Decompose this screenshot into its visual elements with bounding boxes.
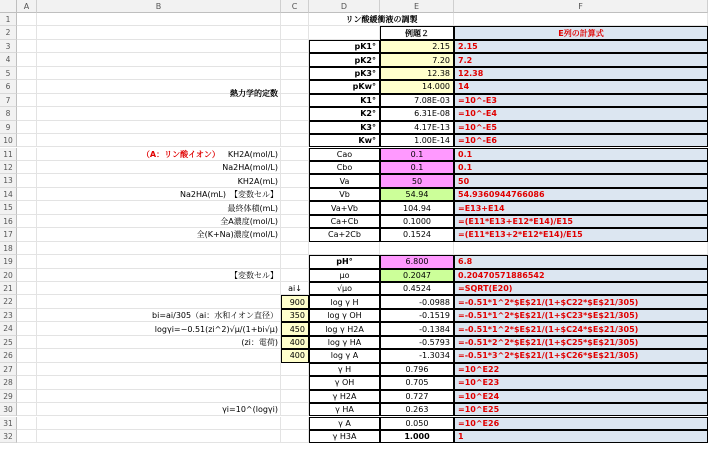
charge-note[interactable]: (zi：電荷)	[241, 338, 278, 348]
row-header-12[interactable]: 12	[0, 161, 17, 174]
log-gamma-label[interactable]: log γ A	[309, 349, 380, 362]
row-header-23[interactable]: 23	[0, 309, 17, 322]
gamma-label[interactable]: γ H2A	[309, 390, 380, 403]
grid-cell[interactable]	[281, 255, 309, 268]
grid-cell[interactable]	[17, 349, 37, 362]
grid-cell[interactable]	[281, 363, 309, 376]
row-header-20[interactable]: 20	[0, 269, 17, 282]
constant-value[interactable]: 6.31E-08	[380, 107, 454, 120]
grid-cell[interactable]	[17, 148, 37, 161]
grid-cell[interactable]	[17, 40, 37, 53]
column-header-d[interactable]: D	[309, 0, 380, 13]
grid-cell[interactable]	[37, 376, 281, 389]
grid-cell[interactable]	[281, 26, 309, 39]
solution-symbol[interactable]: Ca+Cb	[309, 215, 380, 228]
header-formula[interactable]: E列の計算式	[454, 26, 708, 39]
grid-cell[interactable]	[17, 363, 37, 376]
select-all-corner[interactable]	[0, 0, 17, 13]
grid-cell[interactable]	[17, 269, 37, 282]
grid-cell[interactable]	[281, 40, 309, 53]
constant-label[interactable]: K1°	[309, 94, 380, 107]
grid-cell[interactable]	[17, 322, 37, 335]
solution-value[interactable]: 0.1000	[380, 215, 454, 228]
thermo-constants-label[interactable]: 熱力学的定数	[230, 89, 278, 99]
log-gamma-formula[interactable]: =-0.51*1^2*$E$21/(1+$C22*$E$21/305)	[454, 295, 708, 308]
sqrt-mu-formula[interactable]: =SQRT(E20)	[454, 282, 708, 295]
log-gamma-formula[interactable]: =-0.51*1^2*$E$21/(1+$C23*$E$21/305)	[454, 309, 708, 322]
solution-symbol[interactable]: Cao	[309, 148, 380, 161]
ion-diameter-input[interactable]: 450	[281, 322, 309, 335]
solution-label[interactable]: 最終体積(mL)	[227, 203, 278, 213]
row-header-31[interactable]: 31	[0, 417, 17, 430]
grid-cell[interactable]	[281, 403, 309, 416]
row-header-3[interactable]: 3	[0, 40, 17, 53]
solution-symbol[interactable]: Cbo	[309, 161, 380, 174]
solution-value[interactable]: 0.1	[380, 161, 454, 174]
grid-cell[interactable]	[281, 376, 309, 389]
row-header-13[interactable]: 13	[0, 174, 17, 187]
grid-cell[interactable]	[37, 26, 281, 39]
grid-cell[interactable]	[281, 269, 309, 282]
log-gamma-label[interactable]: log γ H	[309, 295, 380, 308]
gamma-label[interactable]: γ OH	[309, 376, 380, 389]
row-header-15[interactable]: 15	[0, 201, 17, 214]
grid-cell[interactable]	[281, 242, 309, 255]
grid-cell[interactable]	[309, 242, 380, 255]
ph-value[interactable]: 6.800	[380, 255, 454, 268]
gamma-value[interactable]: 0.727	[380, 390, 454, 403]
grid-cell[interactable]	[17, 134, 37, 147]
row-header-24[interactable]: 24	[0, 322, 17, 335]
grid-cell[interactable]	[281, 161, 309, 174]
constant-label[interactable]: K2°	[309, 107, 380, 120]
grid-cell[interactable]	[37, 417, 281, 430]
row-header-16[interactable]: 16	[0, 215, 17, 228]
solution-formula[interactable]: =(E11*E13+E12*E14)/E15	[454, 215, 708, 228]
grid-cell[interactable]	[380, 242, 454, 255]
grid-cell[interactable]	[281, 201, 309, 214]
constant-label[interactable]: pK3°	[309, 67, 380, 80]
solution-formula[interactable]: =(E11*E13+2*E12*E14)/E15	[454, 228, 708, 241]
grid-cell[interactable]	[281, 228, 309, 241]
grid-cell[interactable]	[17, 390, 37, 403]
gamma-formula[interactable]: 1	[454, 430, 708, 443]
bi-note[interactable]: bi=ai/305（ai：水和イオン直径）	[152, 311, 278, 321]
ph-label[interactable]: pH°	[309, 255, 380, 268]
column-header-f[interactable]: F	[454, 0, 708, 13]
row-header-4[interactable]: 4	[0, 53, 17, 66]
solution-value[interactable]: 54.94	[380, 188, 454, 201]
grid-cell[interactable]	[17, 376, 37, 389]
grid-cell[interactable]	[281, 215, 309, 228]
solution-value[interactable]: 0.1	[380, 148, 454, 161]
grid-cell[interactable]	[17, 403, 37, 416]
ph-formula[interactable]: 6.8	[454, 255, 708, 268]
grid-cell[interactable]	[281, 148, 309, 161]
grid-cell[interactable]	[309, 26, 380, 39]
row-header-6[interactable]: 6	[0, 80, 17, 93]
sqrt-mu-label[interactable]: √μo	[309, 282, 380, 295]
grid-cell[interactable]	[454, 242, 708, 255]
column-header-b[interactable]: B	[37, 0, 281, 13]
grid-cell[interactable]	[17, 282, 37, 295]
grid-cell[interactable]	[17, 228, 37, 241]
gamma-value[interactable]: 0.263	[380, 403, 454, 416]
row-header-8[interactable]: 8	[0, 107, 17, 120]
column-header-c[interactable]: C	[281, 0, 309, 13]
log-gamma-value[interactable]: -0.0988	[380, 295, 454, 308]
row-header-21[interactable]: 21	[0, 282, 17, 295]
solution-formula[interactable]: 0.1	[454, 148, 708, 161]
column-header-a[interactable]: A	[17, 0, 37, 13]
grid-cell[interactable]	[17, 121, 37, 134]
grid-cell[interactable]	[17, 201, 37, 214]
row-header-25[interactable]: 25	[0, 336, 17, 349]
grid-cell[interactable]	[37, 255, 281, 268]
solution-symbol[interactable]: Vb	[309, 188, 380, 201]
grid-cell[interactable]	[281, 188, 309, 201]
header-example[interactable]: 例題２	[380, 26, 454, 39]
row-header-30[interactable]: 30	[0, 403, 17, 416]
grid-cell[interactable]	[37, 242, 281, 255]
constant-label[interactable]: pK2°	[309, 53, 380, 66]
ion-diameter-input[interactable]: 400	[281, 349, 309, 362]
gamma-value[interactable]: 0.796	[380, 363, 454, 376]
ion-diameter-input[interactable]: 400	[281, 336, 309, 349]
log-gamma-label[interactable]: log γ OH	[309, 309, 380, 322]
row-header-18[interactable]: 18	[0, 242, 17, 255]
constant-formula[interactable]: =10^-E4	[454, 107, 708, 120]
solution-symbol[interactable]: Va+Vb	[309, 201, 380, 214]
grid-cell[interactable]	[17, 161, 37, 174]
grid-cell[interactable]	[281, 134, 309, 147]
log-gamma-value[interactable]: -0.5793	[380, 336, 454, 349]
log-gamma-formula[interactable]: =-0.51*2^2*$E$21/(1+$C25*$E$21/305)	[454, 336, 708, 349]
constant-value[interactable]: 12.38	[380, 67, 454, 80]
constant-formula[interactable]: 12.38	[454, 67, 708, 80]
ion-diameter-input[interactable]: 350	[281, 309, 309, 322]
grid-cell[interactable]	[281, 107, 309, 120]
grid-cell[interactable]	[37, 13, 281, 26]
constant-formula[interactable]: 14	[454, 80, 708, 93]
row-header-19[interactable]: 19	[0, 255, 17, 268]
solution-label[interactable]: 全(K+Na)濃度(mol/L)	[196, 230, 278, 240]
grid-cell[interactable]	[454, 13, 708, 26]
grid-cell[interactable]	[37, 430, 281, 443]
constant-label[interactable]: pKw°	[309, 80, 380, 93]
log-gamma-label[interactable]: log γ HA	[309, 336, 380, 349]
solution-value[interactable]: 104.94	[380, 201, 454, 214]
grid-cell[interactable]	[17, 67, 37, 80]
gamma-value[interactable]: 1.000	[380, 430, 454, 443]
grid-cell[interactable]	[17, 13, 37, 26]
gamma-formula[interactable]: =10^E25	[454, 403, 708, 416]
grid-cell[interactable]	[17, 80, 37, 93]
constant-label[interactable]: pK1°	[309, 40, 380, 53]
gamma-value[interactable]: 0.050	[380, 417, 454, 430]
row-header-22[interactable]: 22	[0, 295, 17, 308]
row-header-29[interactable]: 29	[0, 390, 17, 403]
constant-formula[interactable]: =10^-E3	[454, 94, 708, 107]
grid-cell[interactable]	[281, 390, 309, 403]
row-header-5[interactable]: 5	[0, 67, 17, 80]
grid-cell[interactable]	[17, 336, 37, 349]
grid-cell[interactable]	[281, 417, 309, 430]
sheet-title[interactable]: リン酸緩衝液の調製	[345, 15, 418, 25]
grid-cell[interactable]	[37, 349, 281, 362]
grid-cell[interactable]	[37, 390, 281, 403]
phosphate-ion-label[interactable]	[37, 148, 281, 161]
kh2a-conc-label: KH2A(mol/L)	[219, 149, 278, 159]
grid-cell[interactable]	[17, 215, 37, 228]
grid-cell[interactable]	[17, 174, 37, 187]
grid-cell[interactable]	[281, 53, 309, 66]
row-header-17[interactable]: 17	[0, 228, 17, 241]
row-header-2[interactable]: 2	[0, 26, 17, 39]
solution-symbol[interactable]: Va	[309, 174, 380, 187]
gamma-formula[interactable]: =10^E26	[454, 417, 708, 430]
gamma-label[interactable]: γ H	[309, 363, 380, 376]
constant-formula[interactable]: 7.2	[454, 53, 708, 66]
ion-diameter-input[interactable]: 900	[281, 295, 309, 308]
grid-cell[interactable]	[281, 67, 309, 80]
row-header-10[interactable]: 10	[0, 134, 17, 147]
gamma-label[interactable]: γ H3A	[309, 430, 380, 443]
row-header-1[interactable]: 1	[0, 13, 17, 26]
grid-cell[interactable]	[17, 26, 37, 39]
log-gamma-formula[interactable]: =-0.51*1^2*$E$21/(1+$C24*$E$21/305)	[454, 322, 708, 335]
log-gamma-note[interactable]: logγi=−0.51(zi^2)√μ/(1+bi√μ)	[154, 324, 278, 334]
grid-cell[interactable]	[17, 255, 37, 268]
solution-formula[interactable]: 0.1	[454, 161, 708, 174]
log-gamma-label[interactable]: log γ H2A	[309, 322, 380, 335]
grid-cell[interactable]	[281, 174, 309, 187]
row-header-14[interactable]: 14	[0, 188, 17, 201]
constant-value[interactable]: 2.15	[380, 40, 454, 53]
grid-cell[interactable]	[281, 13, 309, 26]
gamma-label[interactable]: γ HA	[309, 403, 380, 416]
log-gamma-value[interactable]: -1.3034	[380, 349, 454, 362]
grid-cell[interactable]	[17, 417, 37, 430]
grid-cell[interactable]	[17, 430, 37, 443]
solution-symbol[interactable]: Ca+2Cb	[309, 228, 380, 241]
sqrt-mu-value[interactable]: 0.4524	[380, 282, 454, 295]
constant-formula[interactable]: =10^-E5	[454, 121, 708, 134]
grid-cell[interactable]	[281, 121, 309, 134]
grid-cell[interactable]	[17, 94, 37, 107]
log-gamma-formula[interactable]: =-0.51*3^2*$E$21/(1+$C26*$E$21/305)	[454, 349, 708, 362]
solution-formula[interactable]: 54.9360944766086	[454, 188, 708, 201]
grid-cell[interactable]	[17, 53, 37, 66]
solution-formula[interactable]: =E13+E14	[454, 201, 708, 214]
row-header-26[interactable]: 26	[0, 349, 17, 362]
constant-label[interactable]: K3°	[309, 121, 380, 134]
row-header-28[interactable]: 28	[0, 376, 17, 389]
constant-formula[interactable]: 2.15	[454, 40, 708, 53]
gamma-formula[interactable]: =10^E24	[454, 390, 708, 403]
grid-cell[interactable]	[281, 94, 309, 107]
row-header-27[interactable]: 27	[0, 363, 17, 376]
grid-cell[interactable]	[37, 282, 281, 295]
gamma-note[interactable]: γi=10^(logγi)	[222, 405, 278, 415]
ionic-strength-formula[interactable]: 0.20470571886542	[454, 269, 708, 282]
solution-label[interactable]: Na2HA(mol/L)	[222, 163, 278, 173]
row-header-9[interactable]: 9	[0, 121, 17, 134]
grid-cell[interactable]	[17, 188, 37, 201]
gamma-value[interactable]: 0.705	[380, 376, 454, 389]
variable-cell-label[interactable]: 【変数セル】	[230, 270, 278, 280]
solution-label[interactable]: Na2HA(mL) 【変数セル】	[180, 190, 278, 200]
grid-cell[interactable]	[281, 430, 309, 443]
solution-label[interactable]: KH2A(mL)	[237, 176, 278, 186]
solution-value[interactable]: 50	[380, 174, 454, 187]
ionic-strength-label[interactable]: μo	[309, 269, 380, 282]
constant-value[interactable]: 14.000	[380, 80, 454, 93]
grid-cell[interactable]	[17, 295, 37, 308]
gamma-formula[interactable]: =10^E23	[454, 376, 708, 389]
phosphate-ion-note: （A：リン酸イオン）	[141, 149, 220, 159]
constant-label[interactable]: Kw°	[309, 134, 380, 147]
constant-value[interactable]: 1.00E-14	[380, 134, 454, 147]
ionic-strength-value[interactable]: 0.2047	[380, 269, 454, 282]
grid-cell[interactable]	[17, 107, 37, 120]
grid-cell[interactable]	[37, 295, 281, 308]
log-gamma-value[interactable]: -0.1519	[380, 309, 454, 322]
row-header-7[interactable]: 7	[0, 94, 17, 107]
ai-header[interactable]: ai↓	[288, 284, 302, 294]
constant-value[interactable]: 7.08E-03	[380, 94, 454, 107]
grid-cell[interactable]	[37, 363, 281, 376]
row-header-32[interactable]: 32	[0, 430, 17, 443]
constant-formula[interactable]: =10^-E6	[454, 134, 708, 147]
row-header-11[interactable]: 11	[0, 148, 17, 161]
grid-cell[interactable]	[17, 242, 37, 255]
constant-value[interactable]: 7.20	[380, 53, 454, 66]
gamma-label[interactable]: γ A	[309, 417, 380, 430]
log-gamma-value[interactable]: -0.1384	[380, 322, 454, 335]
grid-cell[interactable]	[17, 309, 37, 322]
gamma-formula[interactable]: =10^E22	[454, 363, 708, 376]
solution-label[interactable]: 全A濃度(mol/L)	[220, 216, 278, 226]
grid-cell[interactable]	[281, 80, 309, 93]
column-header-e[interactable]: E	[380, 0, 454, 13]
solution-formula[interactable]: 50	[454, 174, 708, 187]
constant-value[interactable]: 4.17E-13	[380, 121, 454, 134]
solution-value[interactable]: 0.1524	[380, 228, 454, 241]
